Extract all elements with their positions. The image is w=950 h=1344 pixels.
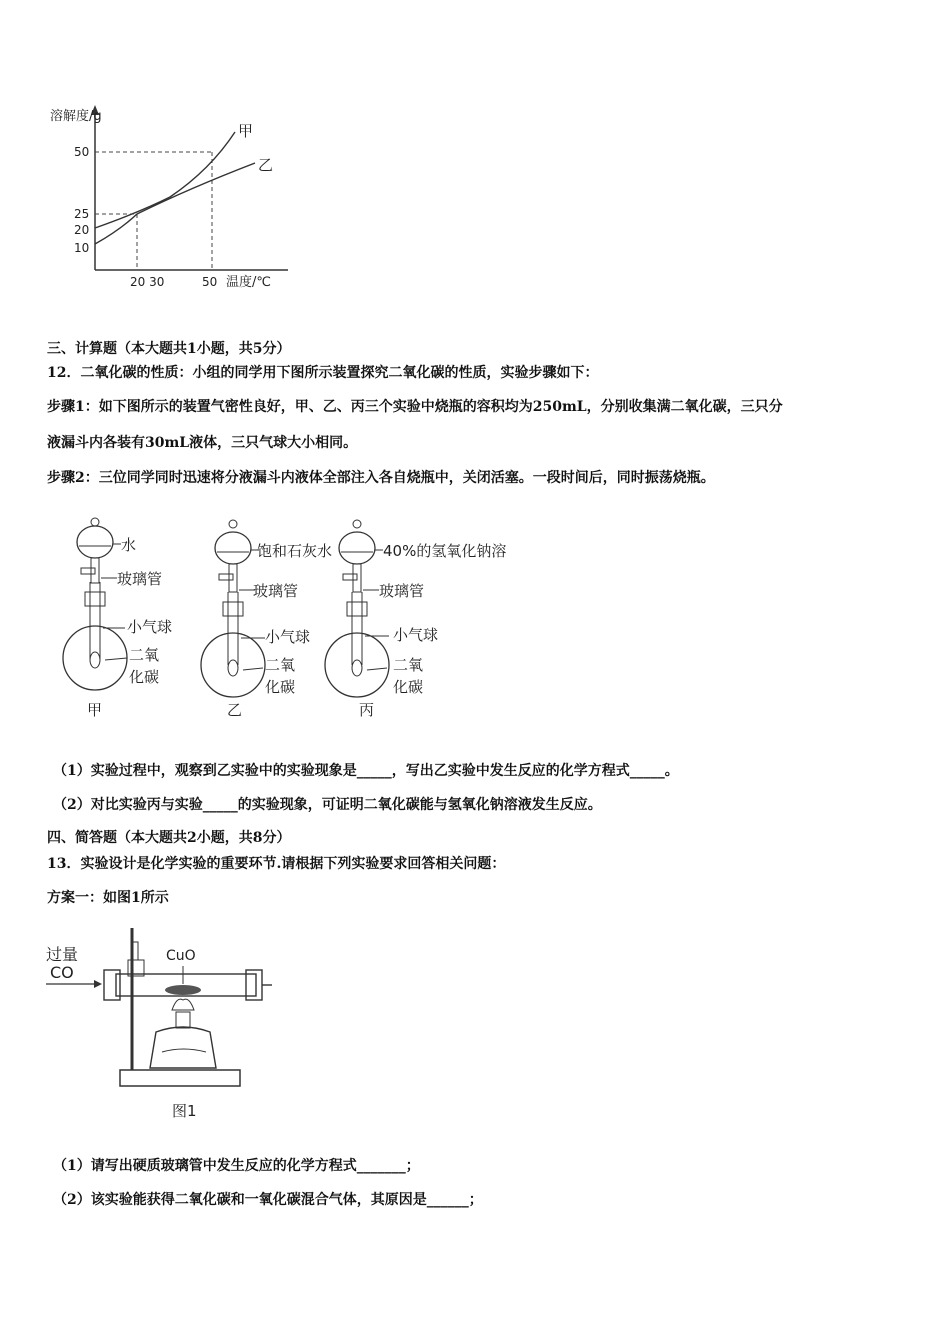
alcohol-lamp	[150, 1027, 216, 1068]
section-4-title: 四、简答题（本大题共2小题，共8分）	[47, 830, 291, 846]
gas-label-jia-2: 化碳	[129, 668, 160, 686]
q12-step2: 步骤2：三位同学同时迅速将分液漏斗内液体全部注入各自烧瓶中，关闭活塞。一段时间后，同时振荡烧瓶。	[47, 470, 715, 486]
flask-jia	[63, 626, 127, 690]
q13-intro: 13．实验设计是化学实验的重要环节.请根据下列实验要求回答相关问题：	[47, 856, 506, 872]
tube-label-yi: 玻璃管	[253, 582, 299, 600]
curve-yi	[95, 163, 255, 244]
co2-apparatus-figure	[55, 510, 535, 725]
q12-part-1: （1）实验过程中，观察到乙实验中的实验现象是_____，写出乙实验中发生反应的化学方程式_____。	[53, 763, 679, 779]
y-tick-20: 20	[74, 223, 90, 237]
liquid-label-bing: 40%的氢氧化钠溶	[383, 542, 507, 560]
gas-label-bing-1: 二氧	[393, 656, 424, 674]
gas-label-yi-2: 化碳	[265, 678, 296, 696]
funnel-yi	[215, 532, 251, 564]
flask-yi	[201, 633, 265, 697]
y-tick-50: 50	[74, 145, 90, 159]
y-tick-10: 10	[74, 241, 90, 255]
balloon-label-jia: 小气球	[127, 618, 173, 636]
y-axis-label: 溶解度/g	[50, 109, 102, 124]
balloon-bing	[352, 660, 362, 676]
apparatus-name-yi: 乙	[227, 701, 243, 719]
funnel-jia	[77, 526, 113, 558]
iron-stand-base	[120, 1070, 240, 1086]
balloon-label-yi: 小气球	[265, 628, 311, 646]
solubility-graph	[40, 100, 300, 300]
plan-1: 方案一：如图1所示	[47, 890, 169, 906]
section-3-title: 三、计算题（本大题共1小题，共5分）	[47, 341, 291, 357]
q12-part-2: （2）对比实验丙与实验_____的实验现象，可证明二氧化碳能与氢氧化钠溶液发生反应。	[53, 797, 602, 813]
x-tick-50: 50	[202, 275, 218, 289]
x-tick-20-30: 20 30	[130, 275, 165, 289]
gas-label-jia-1: 二氧	[129, 646, 160, 664]
apparatus-yi	[201, 520, 332, 719]
figure-1-apparatus	[40, 920, 280, 1130]
apparatus-jia	[63, 518, 172, 719]
apparatus-bing	[325, 520, 506, 719]
funnel-bing	[339, 532, 375, 564]
balloon-jia	[90, 652, 100, 668]
figure-1-caption: 图1	[172, 1102, 197, 1120]
q13-part-2: （2）该实验能获得二氧化碳和一氧化碳混合气体，其原因是______；	[53, 1192, 483, 1208]
y-tick-25: 25	[74, 207, 90, 221]
gas-inlet-label-2: CO	[50, 963, 74, 982]
curve-jia-label: 甲	[238, 122, 254, 140]
gas-inlet-label-1: 过量	[46, 945, 79, 964]
tube-label-jia: 玻璃管	[117, 570, 163, 588]
apparatus-name-jia: 甲	[87, 701, 103, 719]
balloon-label-bing: 小气球	[393, 626, 439, 644]
balloon-yi	[228, 660, 238, 676]
flask-bing	[325, 633, 389, 697]
tube-label-bing: 玻璃管	[379, 582, 425, 600]
x-axis-label: 温度/℃	[226, 275, 271, 290]
cuo-powder	[165, 985, 201, 995]
apparatus-name-bing: 丙	[359, 701, 375, 719]
gas-label-yi-1: 二氧	[265, 656, 296, 674]
q12-step1-line2: 液漏斗内各装有30mL液体，三只气球大小相同。	[47, 435, 358, 451]
cuo-label: CuO	[166, 948, 196, 964]
liquid-label-jia: 水	[121, 536, 137, 554]
curve-yi-label: 乙	[258, 156, 274, 174]
q12-intro: 12．二氧化碳的性质：小组的同学用下图所示装置探究二氧化碳的性质，实验步骤如下：	[47, 365, 599, 381]
q13-part-1: （1）请写出硬质玻璃管中发生反应的化学方程式_______；	[53, 1158, 420, 1174]
flame	[172, 999, 194, 1010]
gas-label-bing-2: 化碳	[393, 678, 424, 696]
q12-step1-line1: 步骤1：如下图所示的装置气密性良好，甲、乙、丙三个实验中烧瓶的容积均为250mL，分别收集满二氧化碳，三只分	[47, 399, 783, 415]
liquid-label-yi: 饱和石灰水	[257, 542, 333, 560]
